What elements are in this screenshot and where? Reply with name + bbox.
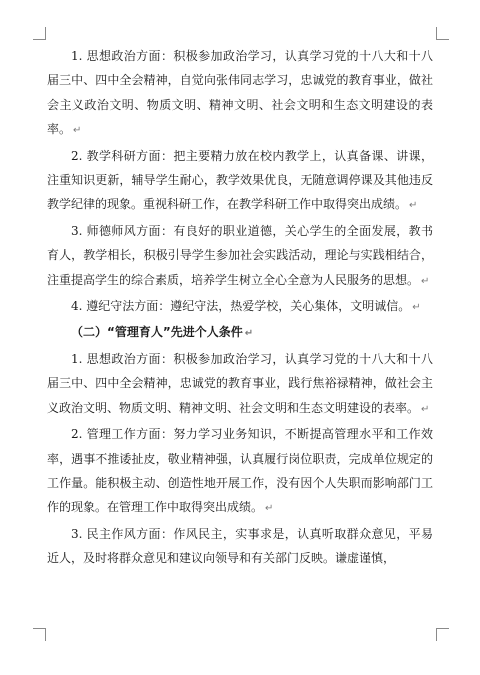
paragraph-mark-icon: ↵ bbox=[421, 275, 430, 287]
paragraph[interactable]: 4. 遵纪守法方面：遵纪守法，热爱学校，关心集体，文明诚信。 ↵ bbox=[71, 299, 421, 314]
paragraph-mark-icon: ↵ bbox=[421, 403, 430, 415]
paragraph-mark-icon: ↵ bbox=[265, 503, 274, 515]
paragraph[interactable]: 2. 管理工作方面：努力学习业务知识，不断提高管理水平和工作效率，遇事不推诿扯皮，敬业精神强，认真履行岗位职责，完成单位规定的工作量。能积极主动、创造性地开展工作，没有因个人失职而影响部门工作的现象。在管理工作中取得突出成绩。 ↵ bbox=[47, 427, 433, 515]
document-body[interactable] bbox=[47, 44, 433, 571]
paragraph-mark-icon: ↵ bbox=[73, 125, 82, 137]
paragraph[interactable]: 2. 教学科研方面：把主要精力放在校内教学上，认真备课、讲课，注重知识更新，辅导学生耐心，教学效果优良，无随意调停课及其他违反教学纪律的现象。重视科研工作，在教学科研工作中取得突出成绩。 ↵ bbox=[47, 148, 433, 212]
page-corner-mark-top-left bbox=[33, 27, 46, 40]
paragraph-mark-icon: ↵ bbox=[412, 302, 421, 314]
section-heading[interactable]: （二）“管理育人”先进个人条件 ↵ bbox=[71, 325, 254, 340]
paragraph[interactable]: 3. 民主作风方面：作风民主，实事求是，认真听取群众意见，平易近人，及时将群众意见和建议向领导和有关部门反映。谦虚谨慎， bbox=[47, 526, 433, 566]
page-corner-mark-bottom-right bbox=[436, 628, 449, 641]
paragraph[interactable]: 1. 思想政治方面：积极参加政治学习，认真学习党的十八大和十八届三中、四中全会精神，自觉向张伟同志学习，忠诚党的教育事业，做社会主义政治文明、物质文明、精神文明、社会文明和生态文明建设的表率。 ↵ bbox=[47, 49, 433, 137]
page-corner-mark-top-right bbox=[436, 27, 449, 40]
paragraph[interactable]: 3. 师德师风方面：有良好的职业道德，关心学生的全面发展，教书育人，教学相长，积极引导学生参加社会实践活动，理论与实践相结合，注重提高学生的综合素质，培养学生树立全心全意为人民服务的思想。 ↵ bbox=[47, 223, 433, 287]
page-corner-mark-bottom-left bbox=[33, 628, 46, 641]
paragraph-mark-icon: ↵ bbox=[244, 328, 254, 340]
paragraph[interactable]: 1. 思想政治方面：积极参加政治学习，认真学习党的十八大和十八届三中、四中全会精神，忠诚党的教育事业，践行焦裕禄精神，做社会主义政治文明、物质文明、精神文明、社会文明和生态文明建设的表率。 ↵ bbox=[47, 351, 433, 415]
paragraph-mark-icon: ↵ bbox=[409, 200, 418, 212]
